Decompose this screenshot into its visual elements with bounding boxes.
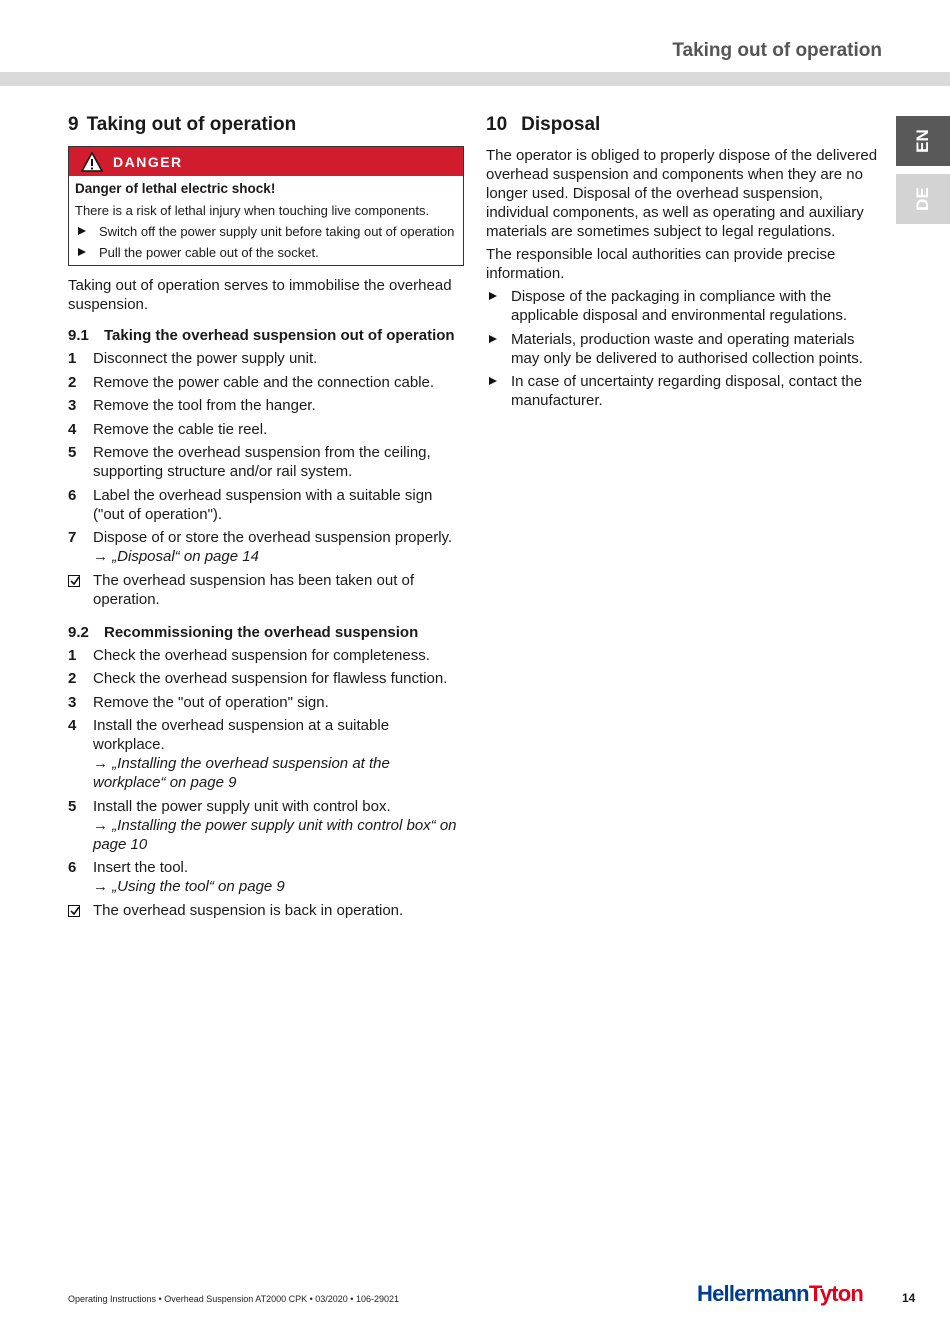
section-9-intro: Taking out of operation serves to immobilise the overhead suspension. (68, 277, 452, 313)
danger-header (69, 147, 463, 176)
step-number: 4 (68, 717, 77, 734)
checkbox-checked-icon (68, 905, 80, 917)
result-text: The overhead suspension has been taken out of operation. (93, 571, 415, 608)
cross-reference-link[interactable]: → „Installing the power supply unit with control box“ on page 10 (93, 816, 457, 853)
warning-icon (81, 152, 103, 172)
language-tab-de-label: DE (913, 187, 932, 211)
hellermanntyton-logo (697, 1281, 863, 1307)
step-number: 5 (68, 797, 77, 815)
step-item (68, 716, 464, 792)
step-text: Disconnect the power supply unit. (93, 350, 318, 367)
section-10 (486, 113, 878, 415)
section-9-heading (68, 113, 464, 137)
section-9-title: Taking out of operation (86, 114, 297, 135)
section-10-title: Disposal (521, 114, 601, 135)
danger-body (69, 176, 463, 265)
subsection-9-1-number: 9.1 (68, 327, 89, 344)
disposal-item-text: Dispose of the packaging in compliance with the applicable disposal and environmental regulations. (511, 288, 848, 324)
section-9-number: 9 (68, 114, 79, 135)
bullet-triangle-icon (489, 292, 497, 300)
result-item (68, 901, 464, 920)
step-text: Remove the "out of operation" sign. (93, 693, 329, 711)
steps-9-2 (68, 646, 464, 920)
step-number: 1 (68, 646, 77, 664)
logo-text-hellermann: Hellermann (697, 1281, 809, 1306)
checkbox-checked-icon (68, 575, 80, 587)
footer-document-info: Operating Instructions • Overhead Suspension AT2000 CPK • 03/2020 • 106-29021 (68, 1294, 399, 1304)
danger-item-text: Pull the power cable out of the socket. (99, 245, 319, 260)
step-item (68, 646, 464, 665)
language-tab-en[interactable] (896, 116, 950, 166)
step-item (68, 693, 464, 712)
disposal-item-text: In case of uncertainty regarding disposal, contact the manufacturer. (511, 373, 863, 409)
danger-label: DANGER (113, 153, 183, 170)
step-item (68, 858, 464, 896)
logo-text-tyton: Tyton (808, 1281, 864, 1306)
disposal-list-item (486, 287, 878, 325)
bullet-triangle-icon (78, 227, 86, 235)
step-item (68, 669, 464, 688)
danger-box (68, 146, 464, 266)
step-number: 2 (68, 670, 77, 687)
step-text: Check the overhead suspension for completeness. (93, 646, 430, 664)
step-text: Label the overhead suspension with a suitable sign ("out of operation"). (93, 486, 433, 523)
cross-reference-link[interactable]: → „Using the tool“ on page 9 (93, 878, 285, 895)
section-9 (68, 113, 464, 924)
steps-9-1 (68, 349, 464, 609)
step-text: Install the power supply unit with control box. (93, 797, 391, 815)
section-10-heading (486, 113, 878, 137)
step-number: 3 (68, 693, 77, 711)
step-item (68, 797, 464, 854)
result-item (68, 571, 464, 609)
danger-list (75, 223, 457, 261)
step-text: Check the overhead suspension for flawless function. (93, 670, 448, 687)
step-item (68, 443, 464, 481)
header-bar (0, 72, 950, 86)
step-item (68, 373, 464, 392)
subsection-9-1-heading (68, 326, 464, 345)
step-text: Install the overhead suspension at a suitable workplace. (93, 717, 390, 753)
danger-text: There is a risk of lethal injury when touching live components. (75, 203, 430, 218)
result-text: The overhead suspension is back in operation. (93, 901, 404, 919)
step-item (68, 396, 464, 415)
bullet-triangle-icon (489, 377, 497, 385)
disposal-paragraph: The responsible local authorities can provide precise information. (486, 246, 836, 282)
danger-item-text: Switch off the power supply unit before taking out of operation (99, 224, 455, 239)
step-number: 5 (68, 444, 77, 461)
step-text: Dispose of or store the overhead suspension properly. (93, 529, 453, 546)
step-number: 6 (68, 859, 77, 876)
language-tab-en-label: EN (913, 129, 932, 153)
disposal-list-item (486, 330, 878, 368)
page-number: 14 (902, 1291, 916, 1305)
header-title: Taking out of operation (672, 40, 882, 61)
step-text: Remove the power cable and the connection cable. (93, 373, 435, 391)
subsection-9-2-heading (68, 623, 464, 642)
step-number: 4 (68, 420, 77, 438)
section-10-number: 10 (486, 114, 508, 135)
danger-title: Danger of lethal electric shock! (75, 181, 276, 196)
step-item (68, 349, 464, 368)
disposal-paragraph: The operator is obliged to properly dispose of the delivered overhead suspension and components when they are no longer used. Disposal of the overhead suspension, individual components, as well as operating and auxiliary materials are sometimes subject to legal regulations. (486, 147, 878, 240)
step-text: Remove the overhead suspension from the ceiling, supporting structure and/or rail system. (93, 444, 431, 480)
step-text: Insert the tool. (93, 859, 189, 876)
step-number: 6 (68, 486, 77, 504)
disposal-list-item (486, 372, 878, 410)
subsection-9-2-title: Recommissioning the overhead suspension (104, 623, 419, 641)
bullet-triangle-icon (489, 335, 497, 343)
danger-list-item (75, 244, 457, 261)
step-text: Remove the tool from the hanger. (93, 397, 316, 414)
disposal-list (486, 287, 878, 410)
subsection-9-2-number: 9.2 (68, 623, 89, 641)
bullet-triangle-icon (78, 248, 86, 256)
cross-reference-link[interactable]: → „Installing the overhead suspension at the workplace“ on page 9 (93, 755, 390, 791)
step-item (68, 528, 464, 566)
step-number: 2 (68, 373, 77, 391)
danger-list-item (75, 223, 457, 240)
disposal-item-text: Materials, production waste and operating materials may only be delivered to authorised collection points. (511, 330, 863, 367)
step-number: 3 (68, 397, 77, 414)
cross-reference-link[interactable]: → „Disposal“ on page 14 (93, 548, 259, 565)
step-item (68, 486, 464, 524)
step-item (68, 420, 464, 439)
step-number: 7 (68, 529, 77, 546)
step-number: 1 (68, 350, 77, 367)
step-text: Remove the cable tie reel. (93, 420, 268, 438)
subsection-9-1-title: Taking the overhead suspension out of operation (104, 327, 455, 344)
language-tab-de[interactable] (896, 174, 950, 224)
